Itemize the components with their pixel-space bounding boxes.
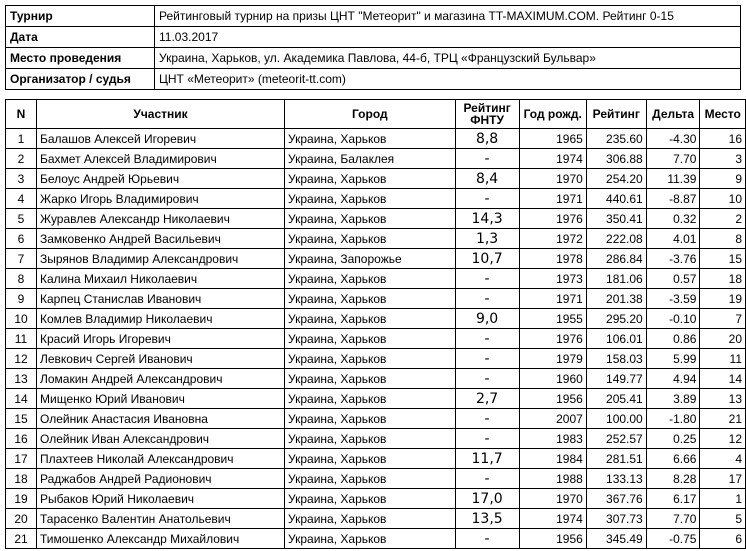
- cell-n: 12: [6, 349, 37, 369]
- cell-rating: 254.20: [586, 169, 646, 189]
- cell-birth-year: 1960: [519, 369, 586, 389]
- cell-place: 15: [700, 249, 746, 269]
- cell-delta: 4.94: [646, 369, 700, 389]
- cell-participant: Карпец Станислав Иванович: [37, 289, 285, 309]
- cell-fntu-rating: 1,3: [455, 229, 519, 249]
- cell-fntu-rating: -: [455, 149, 519, 169]
- table-row: [6, 289, 746, 309]
- cell-delta: 11.39: [646, 169, 700, 189]
- cell-rating: 106.01: [586, 329, 646, 349]
- cell-delta: -4.30: [646, 129, 700, 149]
- tournament-value: Рейтинговый турнир на призы ЦНТ "Метеорит" и магазина TT-MAXIMUM.COM. Рейтинг 0-15: [155, 6, 741, 27]
- cell-participant: Зырянов Владимир Александрович: [37, 249, 285, 269]
- table-row: [6, 369, 746, 389]
- cell-rating: 181.06: [586, 269, 646, 289]
- table-row: [6, 389, 746, 409]
- cell-delta: 7.70: [646, 149, 700, 169]
- cell-delta: 0.86: [646, 329, 700, 349]
- cell-n: 3: [6, 169, 37, 189]
- cell-fntu-rating: 13,5: [455, 509, 519, 529]
- cell-rating: 158.03: [586, 349, 646, 369]
- cell-participant: Раджабов Андрей Радионович: [37, 469, 285, 489]
- cell-participant: Калина Михаил Николаевич: [37, 269, 285, 289]
- cell-participant: Тимошенко Александр Михайлович: [37, 529, 285, 549]
- cell-delta: 0.32: [646, 209, 700, 229]
- col-header-fntu-line1: Рейтинг: [463, 101, 511, 115]
- cell-city: Украина, Харьков: [285, 509, 456, 529]
- col-header-n: N: [6, 100, 37, 129]
- cell-place: 19: [700, 289, 746, 309]
- cell-delta: 7.70: [646, 509, 700, 529]
- cell-city: Украина, Харьков: [285, 469, 456, 489]
- table-row: [6, 169, 746, 189]
- cell-birth-year: 1973: [519, 269, 586, 289]
- cell-fntu-rating: 8,4: [455, 169, 519, 189]
- cell-city: Украина, Харьков: [285, 349, 456, 369]
- cell-birth-year: 1974: [519, 509, 586, 529]
- cell-n: 2: [6, 149, 37, 169]
- cell-birth-year: 1976: [519, 329, 586, 349]
- cell-fntu-rating: -: [455, 329, 519, 349]
- cell-n: 11: [6, 329, 37, 349]
- cell-delta: -3.59: [646, 289, 700, 309]
- table-row: [6, 489, 746, 509]
- cell-fntu-rating: -: [455, 269, 519, 289]
- cell-participant: Жарко Игорь Владимирович: [37, 189, 285, 209]
- cell-city: Украина, Харьков: [285, 449, 456, 469]
- cell-rating: 307.73: [586, 509, 646, 529]
- cell-place: 7: [700, 309, 746, 329]
- cell-n: 15: [6, 409, 37, 429]
- cell-rating: 350.41: [586, 209, 646, 229]
- cell-n: 9: [6, 289, 37, 309]
- cell-place: 2: [700, 209, 746, 229]
- cell-n: 10: [6, 309, 37, 329]
- cell-n: 6: [6, 229, 37, 249]
- cell-n: 8: [6, 269, 37, 289]
- cell-place: 12: [700, 429, 746, 449]
- cell-birth-year: 1972: [519, 229, 586, 249]
- cell-city: Украина, Балаклея: [285, 149, 456, 169]
- cell-place: 16: [700, 129, 746, 149]
- cell-participant: Левкович Сергей Иванович: [37, 349, 285, 369]
- cell-participant: Замковенко Андрей Васильевич: [37, 229, 285, 249]
- table-row: [6, 269, 746, 289]
- cell-place: 10: [700, 189, 746, 209]
- cell-city: Украина, Харьков: [285, 489, 456, 509]
- cell-city: Украина, Харьков: [285, 429, 456, 449]
- col-header-birth-year: Год рожд.: [519, 100, 586, 129]
- cell-participant: Красий Игорь Игоревич: [37, 329, 285, 349]
- cell-rating: 440.61: [586, 189, 646, 209]
- cell-delta: -1.80: [646, 409, 700, 429]
- cell-rating: 295.20: [586, 309, 646, 329]
- cell-city: Украина, Запорожье: [285, 249, 456, 269]
- cell-participant: Тарасенко Валентин Анатольевич: [37, 509, 285, 529]
- cell-participant: Олейник Иван Александрович: [37, 429, 285, 449]
- cell-delta: 4.01: [646, 229, 700, 249]
- cell-delta: -8.87: [646, 189, 700, 209]
- col-header-fntu-line2: ФНТУ: [470, 113, 504, 127]
- cell-fntu-rating: 9,0: [455, 309, 519, 329]
- col-header-fntu-rating: [455, 100, 519, 129]
- cell-place: 11: [700, 349, 746, 369]
- cell-delta: 3.89: [646, 389, 700, 409]
- venue-label: Место проведения: [6, 48, 155, 69]
- cell-n: 16: [6, 429, 37, 449]
- cell-fntu-rating: 2,7: [455, 389, 519, 409]
- cell-rating: 201.38: [586, 289, 646, 309]
- table-row: [6, 469, 746, 489]
- cell-fntu-rating: -: [455, 429, 519, 449]
- cell-participant: Комлев Владимир Николаевич: [37, 309, 285, 329]
- cell-place: 14: [700, 369, 746, 389]
- cell-place: 17: [700, 469, 746, 489]
- cell-city: Украина, Харьков: [285, 269, 456, 289]
- cell-n: 13: [6, 369, 37, 389]
- cell-place: 13: [700, 389, 746, 409]
- cell-delta: -0.10: [646, 309, 700, 329]
- cell-place: 4: [700, 449, 746, 469]
- cell-birth-year: 1971: [519, 289, 586, 309]
- cell-participant: Бахмет Алексей Владимирович: [37, 149, 285, 169]
- cell-participant: Ломакин Андрей Александрович: [37, 369, 285, 389]
- cell-fntu-rating: 17,0: [455, 489, 519, 509]
- table-row: [6, 409, 746, 429]
- cell-n: 7: [6, 249, 37, 269]
- table-row: [6, 249, 746, 269]
- cell-participant: Мищенко Юрий Иванович: [37, 389, 285, 409]
- cell-fntu-rating: 10,7: [455, 249, 519, 269]
- cell-city: Украина, Харьков: [285, 329, 456, 349]
- table-row: [6, 329, 746, 349]
- tournament-info-table: [5, 5, 741, 90]
- cell-fntu-rating: -: [455, 289, 519, 309]
- cell-birth-year: 1956: [519, 529, 586, 549]
- cell-rating: 281.51: [586, 449, 646, 469]
- cell-birth-year: 1970: [519, 169, 586, 189]
- cell-fntu-rating: -: [455, 189, 519, 209]
- cell-rating: 133.13: [586, 469, 646, 489]
- col-header-rating: Рейтинг: [586, 100, 646, 129]
- cell-place: 1: [700, 489, 746, 509]
- cell-n: 17: [6, 449, 37, 469]
- table-row: [6, 449, 746, 469]
- cell-n: 1: [6, 129, 37, 149]
- cell-birth-year: 1988: [519, 469, 586, 489]
- cell-birth-year: 2007: [519, 409, 586, 429]
- date-value: 11.03.2017: [155, 27, 741, 48]
- cell-place: 20: [700, 329, 746, 349]
- organizer-label: Организатор / судья: [6, 69, 155, 90]
- cell-place: 3: [700, 149, 746, 169]
- cell-birth-year: 1979: [519, 349, 586, 369]
- cell-fntu-rating: -: [455, 529, 519, 549]
- cell-fntu-rating: 11,7: [455, 449, 519, 469]
- cell-delta: 8.28: [646, 469, 700, 489]
- cell-fntu-rating: 8,8: [455, 129, 519, 149]
- cell-participant: Олейник Анастасия Ивановна: [37, 409, 285, 429]
- info-row-venue: [6, 48, 741, 69]
- cell-birth-year: 1970: [519, 489, 586, 509]
- cell-city: Украина, Харьков: [285, 289, 456, 309]
- cell-birth-year: 1976: [519, 209, 586, 229]
- cell-participant: Плахтеев Николай Александрович: [37, 449, 285, 469]
- cell-rating: 205.41: [586, 389, 646, 409]
- cell-fntu-rating: 14,3: [455, 209, 519, 229]
- cell-city: Украина, Харьков: [285, 189, 456, 209]
- header-row: [6, 100, 746, 129]
- col-header-place: Место: [700, 100, 746, 129]
- cell-rating: 367.76: [586, 489, 646, 509]
- cell-n: 18: [6, 469, 37, 489]
- cell-delta: 0.25: [646, 429, 700, 449]
- cell-n: 20: [6, 509, 37, 529]
- cell-birth-year: 1983: [519, 429, 586, 449]
- cell-delta: 6.66: [646, 449, 700, 469]
- table-row: [6, 209, 746, 229]
- cell-rating: 286.84: [586, 249, 646, 269]
- cell-fntu-rating: -: [455, 369, 519, 389]
- cell-city: Украина, Харьков: [285, 129, 456, 149]
- table-row: [6, 529, 746, 549]
- cell-rating: 252.57: [586, 429, 646, 449]
- tournament-label: Турнир: [6, 6, 155, 27]
- cell-n: 21: [6, 529, 37, 549]
- results-table: [5, 99, 746, 549]
- cell-rating: 235.60: [586, 129, 646, 149]
- cell-place: 8: [700, 229, 746, 249]
- table-row: [6, 189, 746, 209]
- cell-delta: -0.75: [646, 529, 700, 549]
- cell-birth-year: 1956: [519, 389, 586, 409]
- venue-value: Украина, Харьков, ул. Академика Павлова, 44-б, ТРЦ «Французский Бульвар»: [155, 48, 741, 69]
- cell-city: Украина, Харьков: [285, 229, 456, 249]
- cell-city: Украина, Харьков: [285, 389, 456, 409]
- col-header-participant: Участник: [37, 100, 285, 129]
- cell-place: 21: [700, 409, 746, 429]
- cell-participant: Балашов Алексей Игоревич: [37, 129, 285, 149]
- cell-participant: Журавлев Александр Николаевич: [37, 209, 285, 229]
- cell-fntu-rating: -: [455, 409, 519, 429]
- cell-place: 5: [700, 509, 746, 529]
- cell-rating: 100.00: [586, 409, 646, 429]
- cell-n: 19: [6, 489, 37, 509]
- cell-rating: 345.49: [586, 529, 646, 549]
- table-row: [6, 309, 746, 329]
- cell-birth-year: 1984: [519, 449, 586, 469]
- cell-delta: 5.99: [646, 349, 700, 369]
- info-row-date: [6, 27, 741, 48]
- cell-place: 18: [700, 269, 746, 289]
- cell-delta: 6.17: [646, 489, 700, 509]
- cell-city: Украина, Харьков: [285, 209, 456, 229]
- cell-birth-year: 1965: [519, 129, 586, 149]
- cell-fntu-rating: -: [455, 349, 519, 369]
- cell-birth-year: 1974: [519, 149, 586, 169]
- cell-city: Украина, Харьков: [285, 369, 456, 389]
- cell-city: Украина, Харьков: [285, 309, 456, 329]
- info-row-organizer: [6, 69, 741, 90]
- cell-city: Украина, Харьков: [285, 409, 456, 429]
- cell-birth-year: 1978: [519, 249, 586, 269]
- cell-delta: -3.76: [646, 249, 700, 269]
- cell-participant: Рыбаков Юрий Николаевич: [37, 489, 285, 509]
- table-row: [6, 509, 746, 529]
- cell-fntu-rating: -: [455, 469, 519, 489]
- table-row: [6, 129, 746, 149]
- cell-city: Украина, Харьков: [285, 169, 456, 189]
- date-label: Дата: [6, 27, 155, 48]
- col-header-delta: Дельта: [646, 100, 700, 129]
- cell-birth-year: 1971: [519, 189, 586, 209]
- info-row-tournament: [6, 6, 741, 27]
- cell-birth-year: 1955: [519, 309, 586, 329]
- cell-n: 5: [6, 209, 37, 229]
- table-row: [6, 349, 746, 369]
- cell-city: Украина, Харьков: [285, 529, 456, 549]
- cell-rating: 222.08: [586, 229, 646, 249]
- organizer-value: ЦНТ «Метеорит» (meteorit-tt.com): [155, 69, 741, 90]
- table-row: [6, 429, 746, 449]
- cell-rating: 306.88: [586, 149, 646, 169]
- cell-place: 6: [700, 529, 746, 549]
- table-row: [6, 149, 746, 169]
- cell-n: 4: [6, 189, 37, 209]
- cell-n: 14: [6, 389, 37, 409]
- col-header-city: Город: [285, 100, 456, 129]
- cell-delta: 0.57: [646, 269, 700, 289]
- cell-rating: 149.77: [586, 369, 646, 389]
- table-row: [6, 229, 746, 249]
- cell-place: 9: [700, 169, 746, 189]
- cell-participant: Белоус Андрей Юрьевич: [37, 169, 285, 189]
